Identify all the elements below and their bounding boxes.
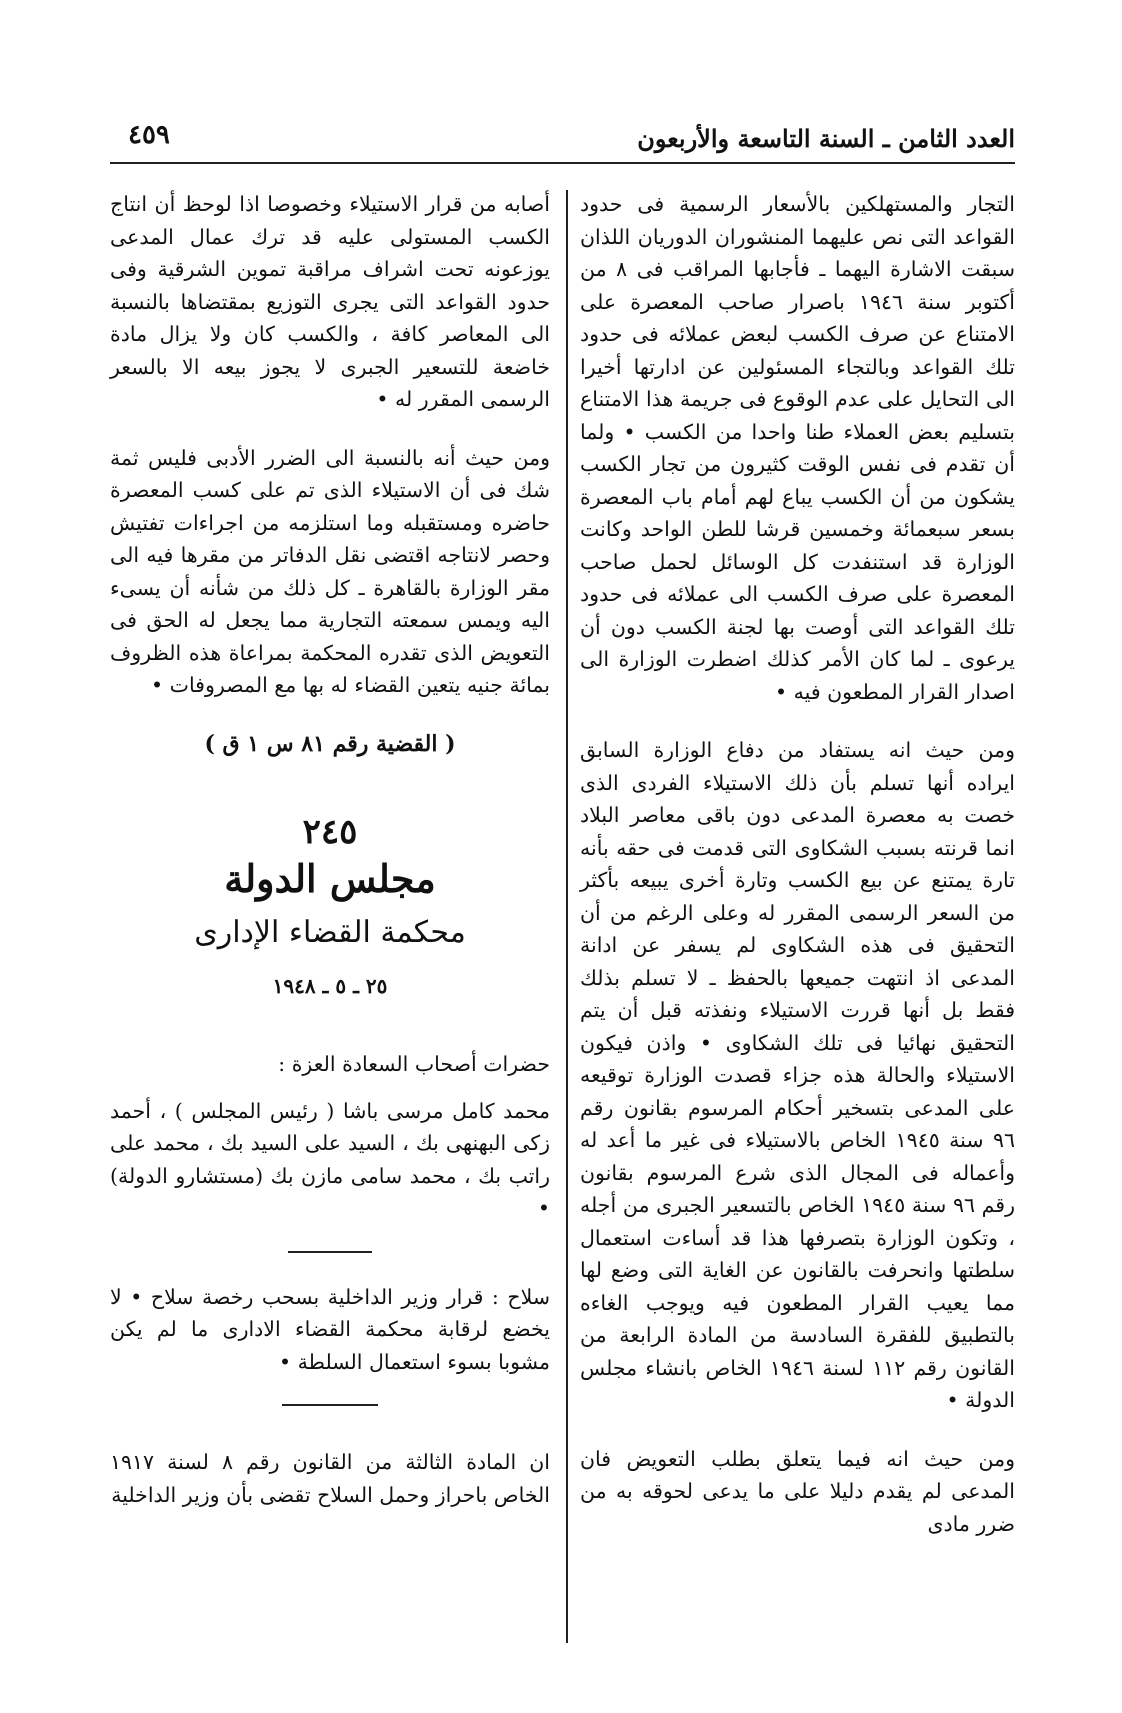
paragraph: ومن حيث أنه بالنسبة الى الضرر الأدبى فليس ثمة شك فى أن الاستيلاء الذى تم على كسب المعصرة حاضره ومستقبله وما استلزمه من اجراءات تفتيش وحصر لانتاجه اقتضى نقل الدفاتر من مقرها فيه الى مقر الوزارة بالقاهرة ـ كل ذلك من شأنه أن يسىء اليه ويمس سمعته التجارية مما يجعل له الحق فى التعويض الذى تقدره المحكمة بمراعاة هذه الظروف بمائة جنيه يتعين القضاء له بها مع المصروفات •: [110, 445, 550, 697]
case-reference: ( القضية رقم ٨١ س ١ ق ): [204, 730, 456, 757]
attendance-label: حضرات أصحاب السعادة العزة :: [278, 1052, 550, 1076]
page-header: [110, 118, 1015, 164]
judges-list: محمد كامل مرسى باشا ( رئيس المجلس ) ، أحمد زكى البهنهى بك ، السيد على السيد بك ، محمد على راتب بك ، محمد سامى مازن بك (مستشارو الدولة) •: [110, 1098, 550, 1220]
right-column: [580, 188, 1015, 1643]
body-start: ان المادة الثالثة من القانون رقم ٨ لسنة ١٩١٧ الخاص باحراز وحمل السلاح تقضى بأن وزير الداخلية: [110, 1450, 551, 1507]
paragraph: ومن حيث انه يستفاد من دفاع الوزارة السابق ايراده أنها تسلم بأن ذلك الاستيلاء الفردى الذى خصت به معصرة المدعى دون باقى معاصر البلاد انما قرنته بسبب الشكاوى التى قدمت فى حقه بأنه تارة يمتنع عن بيع الكسب وتارة أخرى يبيعه بأكثر من السعر الرسمى المقرر له وعلى الرغم من أن التحقيق فى هذه الشكاوى لم يسفر عن ادانة المدعى اذ انتهت جميعها بالحفظ ـ لا تسلم بذلك فقط بل أنها قررت الاستيلاء ونفذته قبل أن يتم التحقيق نهائيا فى تلك الشكاوى • واذن فيكون الاستيلاء والحالة هذه جزاء قصدت الوزارة توقيعه على المدعى بتسخير أحكام المرسوم بقانون رقم ٩٦ سنة ١٩٤٥ الخاص بالاستيلاء فى غير ما أعد له وأعماله فى المجال الذى شرع المرسوم بقانون رقم ٩٦ سنة ١٩٤٥ الخاص بالتسعير الجبرى من أجله ، وتكون الوزارة بتصرفها هذا قد أساءت استعمال سلطتها وانحرفت بالقانون عن الغاية التى وضع لها مما يعيب القرار المطعون فيه ويوجب الغاءه بالتطبيق للفقرة السادسة من المادة الرابعة من القانون رقم ١١٢ لسنة ١٩٤٦ الخاص بانشاء مجلس الدولة •: [580, 738, 1016, 1412]
left-column: [110, 188, 550, 1643]
headnote: سلاح : قرار وزير الداخلية بسحب رخصة سلاح • لا يخضع لرقابة محكمة القضاء الادارى ما لم يكن مشوبا بسوء استعمال السلطة •: [110, 1284, 550, 1374]
judgment-date: ٢٥ ـ ٥ ـ ١٩٤٨: [272, 973, 388, 998]
paragraph: أصابه من قرار الاستيلاء وخصوصا اذا لوحظ أن انتاج الكسب المستولى عليه قد ترك عمال المدعى يوزعونه تحت اشراف مراقبة تموين الشرقية وفى حدود القواعد التى يجرى التوزيع بمقتضاها بالنسبة الى المعاصر كافة ، والكسب كان ولا يزال مادة خاضعة للتسعير الجبرى لا يجوز بيعه الا بالسعر الرسمى المقرر له •: [110, 192, 550, 411]
sub-court-name: محكمة القضاء الإدارى: [194, 915, 466, 950]
divider-line: [282, 1404, 378, 1406]
page-number: ٤٥٩: [128, 120, 170, 150]
issue-line: العدد الثامن ـ السنة التاسعة والأربعون: [637, 124, 1015, 153]
column-divider: [566, 190, 568, 1643]
case-number: ٢٤٥: [302, 812, 358, 852]
court-name: مجلس الدولة: [224, 855, 436, 901]
paragraph: ومن حيث انه فيما يتعلق بطلب التعويض فان المدعى لم يقدم دليلا على ما يدعى لحوقه به من ضرر مادى: [580, 1446, 1015, 1536]
paragraph: التجار والمستهلكين بالأسعار الرسمية فى حدود القواعد التى نص عليهما المنشوران الدوريان اللذان سبقت الاشارة اليهما ـ فأجابها المراقب فى ٨ من أكتوبر سنة ١٩٤٦ باصرار صاحب المعصرة على الامتناع عن صرف الكسب لبعض عملائه فى حدود تلك القواعد وبالتجاء المسئولين عن ادارتها أخيرا الى التحايل على عدم الوقوع فى جريمة هذا الامتناع بتسليم بعض العملاء طنا واحدا من الكسب • ولما أن تقدم فى نفس الوقت كثيرون من تجار الكسب يشكون من أن الكسب يباع لهم أمام باب المعصرة بسعر سبعمائة وخمسين قرشا للطن الواحد وكانت الوزارة قد استنفدت كل الوسائل لحمل صاحب المعصرة على صرف الكسب الى عملائه فى حدود تلك القواعد التى أوصت بها لجنة الكسب دون أن يرعوى ـ لما كان الأمر كذلك اضطرت الوزارة الى اصدار القرار المطعون فيه •: [580, 192, 1015, 704]
divider-line: [288, 1251, 372, 1253]
